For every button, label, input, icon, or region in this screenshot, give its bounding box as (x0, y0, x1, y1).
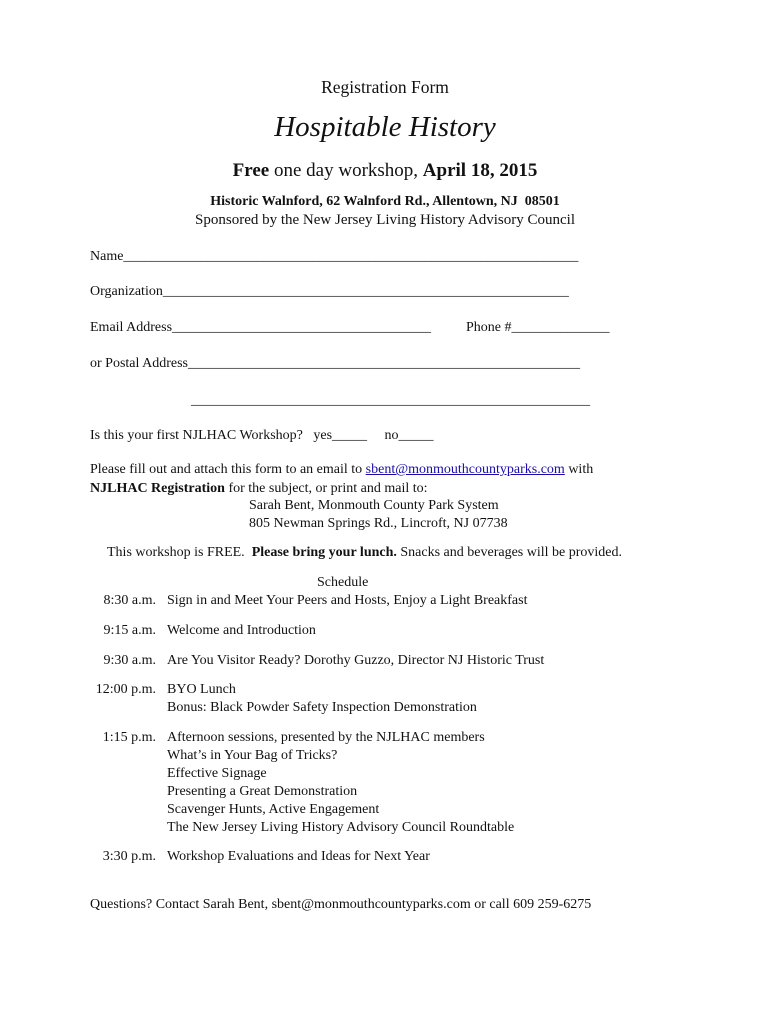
phone-field[interactable]: Phone #______________ (466, 320, 610, 335)
schedule-time: 12:00 p.m. (95, 682, 156, 697)
schedule-activity: Scavenger Hunts, Active Engagement (167, 802, 380, 817)
schedule-activity: The New Jersey Living History Advisory Council Roundtable (167, 820, 515, 835)
schedule-activity: Effective Signage (167, 766, 267, 781)
postal-address-line2-field[interactable]: _________________________________________________________ (191, 393, 590, 408)
email-link[interactable]: sbent@monmouthcountyparks.com (365, 462, 565, 477)
sponsor: Sponsored by the New Jersey Living History Advisory Council (195, 212, 575, 228)
schedule-activity: Are You Visitor Ready? Dorothy Guzzo, Director NJ Historic Trust (167, 653, 545, 668)
first-workshop-question[interactable]: Is this your first NJLHAC Workshop? yes_____ no_____ (90, 428, 434, 443)
email-field[interactable]: Email Address_____________________________________ (90, 320, 432, 335)
subtitle-free: Free (232, 160, 270, 181)
schedule-activity: Afternoon sessions, presented by the NJLHAC members (167, 730, 485, 745)
schedule-time: 3:30 p.m. (102, 849, 156, 864)
subtitle-mid: one day workshop, (269, 160, 423, 181)
postal-address-field[interactable]: or Postal Address________________________________________________________ (90, 356, 580, 371)
mail-name: Sarah Bent, Monmouth County Park System (249, 498, 499, 513)
schedule-time: 8:30 a.m. (103, 593, 156, 608)
name-field[interactable]: Name_________________________________________________________________ (90, 249, 579, 264)
schedule-activity: BYO Lunch (167, 682, 236, 697)
free-note-pre: This workshop is FREE. (107, 545, 252, 560)
schedule-activity: Welcome and Introduction (167, 623, 316, 638)
schedule-time: 9:30 a.m. (103, 653, 156, 668)
organization-field[interactable]: Organization__________________________________________________________ (90, 284, 569, 299)
free-note (107, 545, 622, 561)
page-title: Hospitable History (274, 111, 496, 143)
instructions-line2-post: for the subject, or print and mail to: (224, 481, 428, 496)
instructions-line2 (90, 481, 428, 497)
free-note-bold: Please bring your lunch. (251, 545, 397, 560)
form-label: Registration Form (321, 77, 449, 97)
schedule-activity: What’s in Your Bag of Tricks? (167, 748, 338, 763)
questions-contact: Questions? Contact Sarah Bent, sbent@monmouthcountyparks.com or call 609 259-6275 (90, 897, 592, 912)
schedule-activity: Presenting a Great Demonstration (167, 784, 358, 799)
instructions-line1 (90, 462, 593, 478)
mail-address: 805 Newman Springs Rd., Lincroft, NJ 07738 (249, 516, 508, 531)
schedule-activity: Sign in and Meet Your Peers and Hosts, Enjoy a Light Breakfast (167, 593, 528, 608)
schedule-time: 1:15 p.m. (102, 730, 156, 745)
location: Historic Walnford, 62 Walnford Rd., Allentown, NJ 08501 (210, 194, 560, 209)
schedule-activity: Workshop Evaluations and Ideas for Next Year (167, 849, 430, 864)
free-note-post: Snacks and beverages will be provided. (396, 545, 622, 560)
instructions-pre: Please fill out and attach this form to an email to (90, 462, 366, 477)
schedule-heading: Schedule (317, 575, 369, 590)
schedule-time: 9:15 a.m. (103, 623, 156, 638)
workshop-subtitle (0, 160, 770, 182)
subtitle-date: April 18, 2015 (422, 160, 538, 181)
subject-bold: NJLHAC Registration (90, 481, 225, 496)
schedule-activity: Bonus: Black Powder Safety Inspection Demonstration (167, 700, 477, 715)
instructions-post: with (564, 462, 594, 477)
